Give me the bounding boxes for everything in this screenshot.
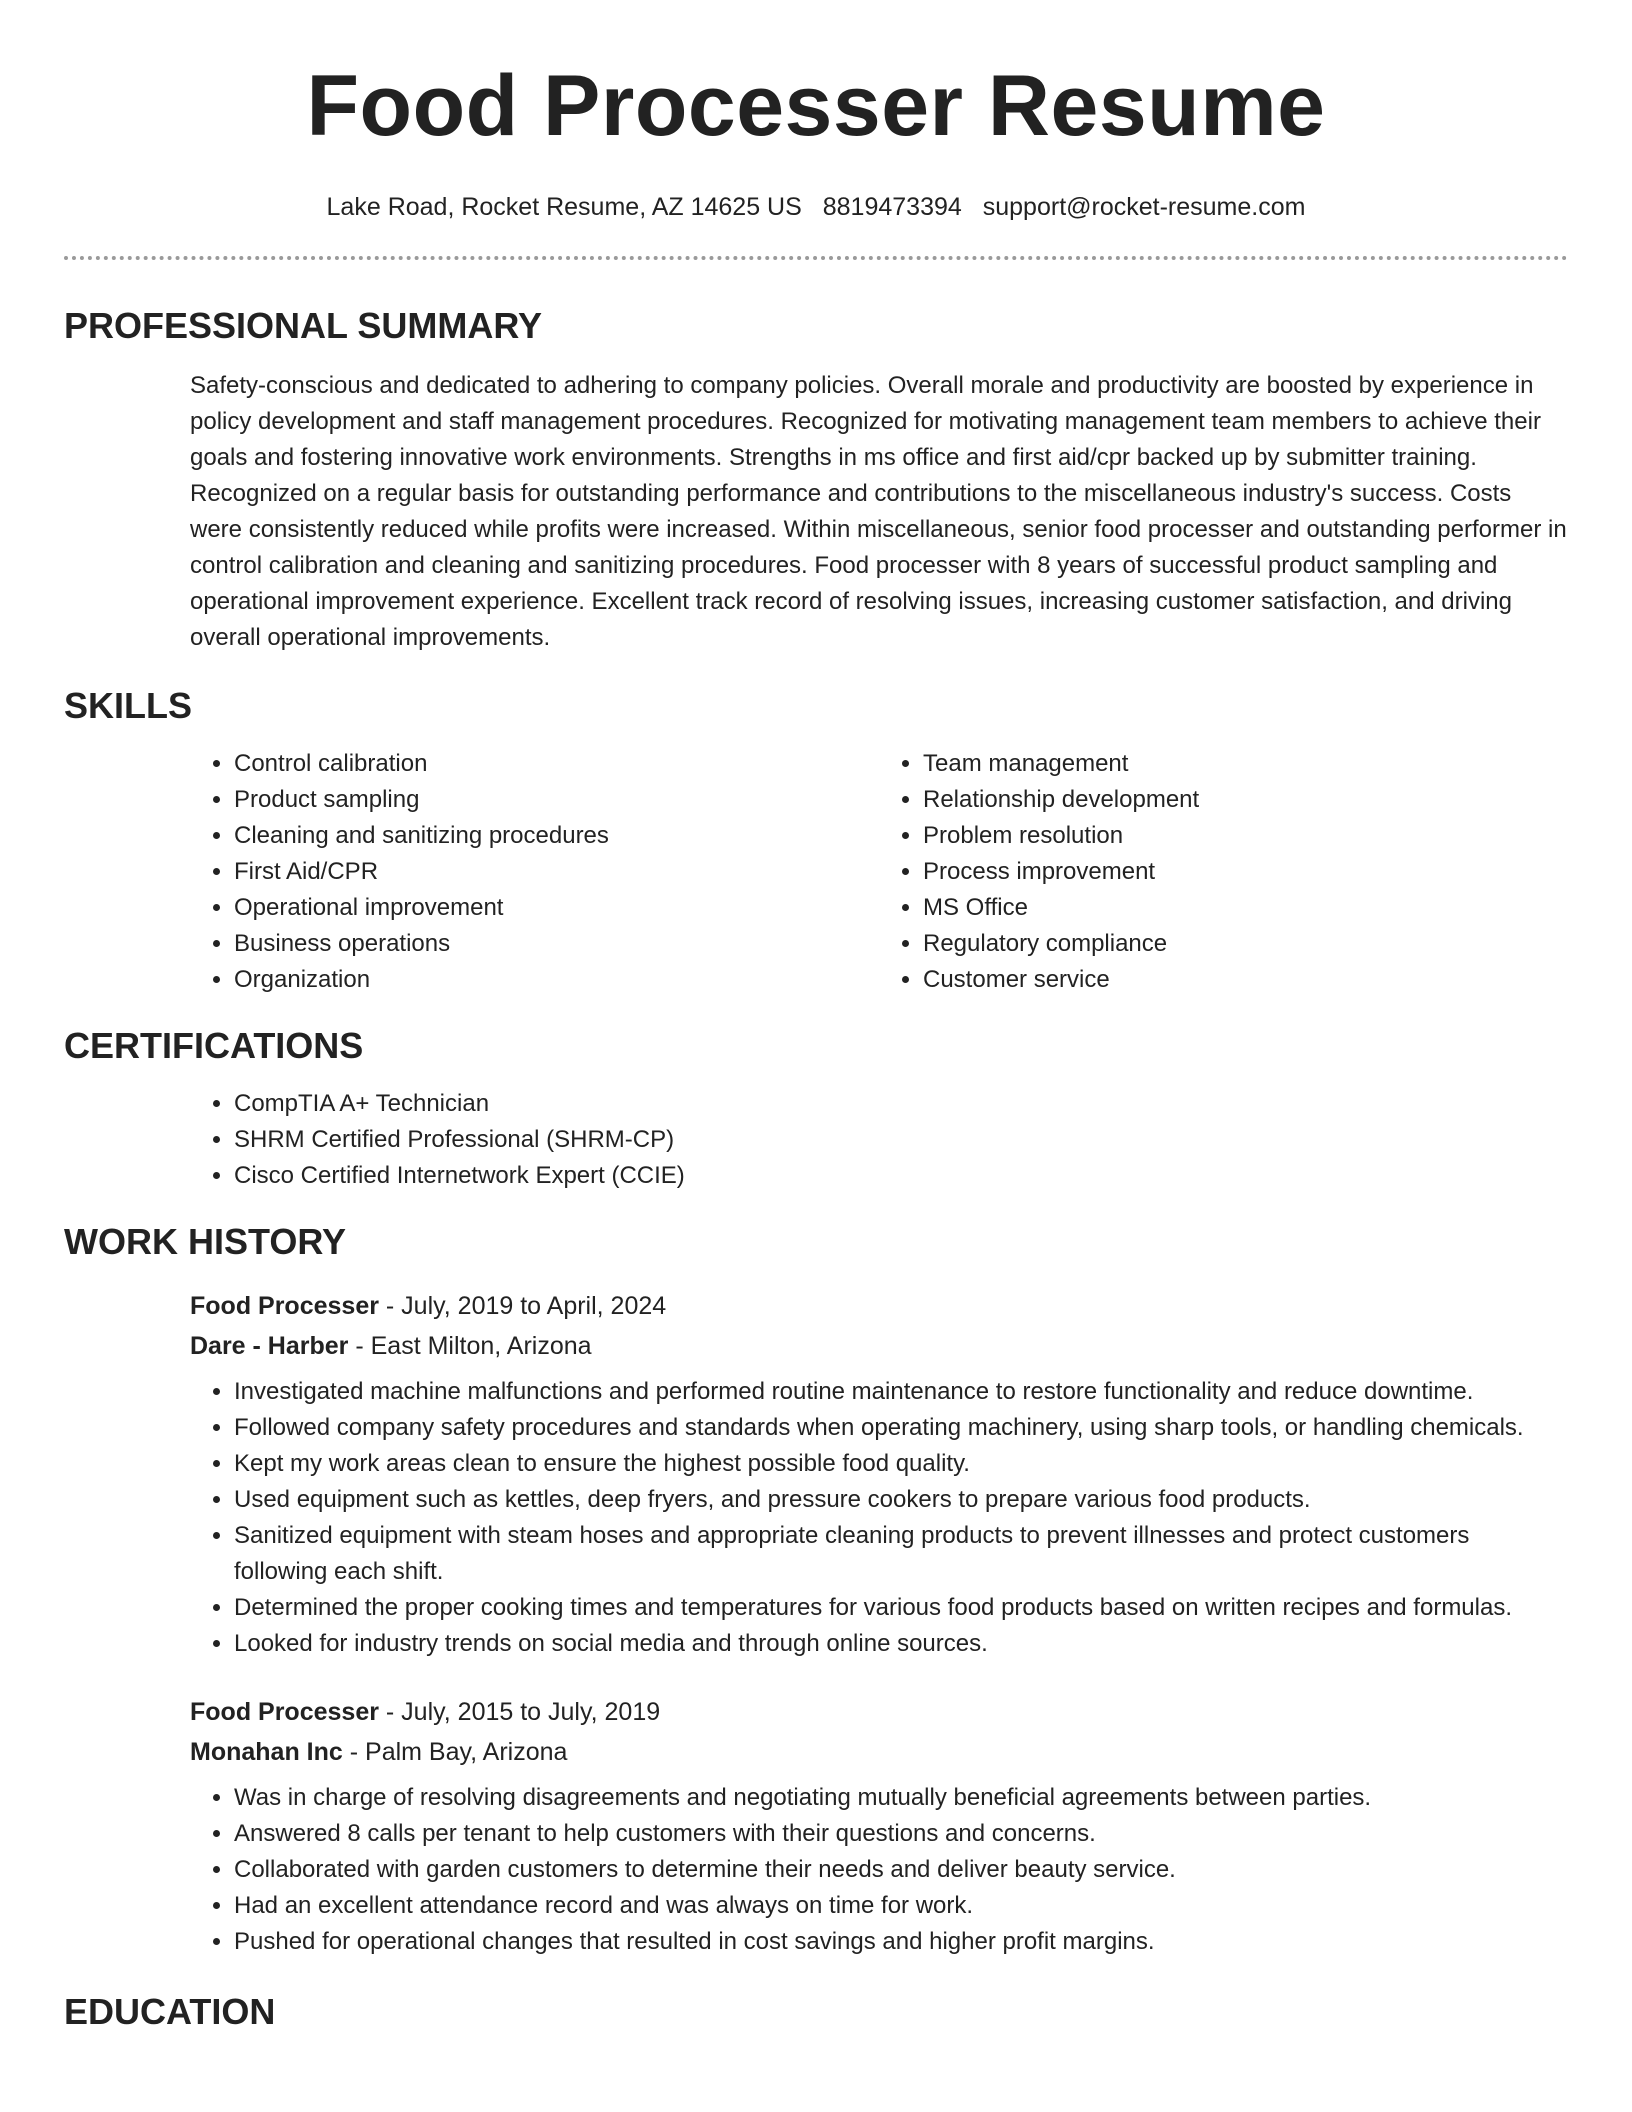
certifications-bullets [190, 1086, 1568, 1194]
certifications-list [190, 1086, 1568, 1194]
skills-column-left [190, 746, 879, 998]
skills-column-right [879, 746, 1568, 998]
contact-address: Lake Road, Rocket Resume, AZ 14625 US [326, 193, 802, 221]
job-bullets [190, 1374, 1568, 1662]
job-entry [190, 1286, 1568, 1662]
skill-item: • Organization [234, 962, 879, 998]
skill-item: • First Aid/CPR [234, 854, 879, 890]
job-title: Food Processer [190, 1292, 379, 1320]
section-title-education: EDUCATION [64, 1991, 276, 2032]
skill-item: • MS Office [923, 890, 1568, 926]
job-company-line [190, 1326, 1568, 1366]
job-bullet: • Was in charge of resolving disagreements and negotiating mutually beneficial agreements between parties. [234, 1780, 1568, 1816]
skill-item: • Cleaning and sanitizing procedures [234, 818, 879, 854]
job-location: - Palm Bay, Arizona [342, 1738, 568, 1766]
job-dates: - July, 2015 to July, 2019 [378, 1698, 661, 1726]
job-bullet: • Collaborated with garden customers to determine their needs and deliver beauty service. [234, 1852, 1568, 1888]
job-bullet: • Determined the proper cooking times and temperatures for various food products based on written recipes and formulas. [234, 1590, 1568, 1626]
summary-text: Safety-conscious and dedicated to adhering to company policies. Overall morale and productivity are boosted by experience in policy development and staff management procedures. Recognized for motivating management team members to achieve their goals and fostering innovative work environments. Strengths in ms office and first aid/cpr backed up by submitter training. Recognized on a regular basis for outstanding performance and contributions to the miscellaneous industry's success. Costs were consistently reduced while profits were increased. Within miscellaneous, senior food processer and outstanding performer in control calibration and cleaning and sanitizing procedures. Food processer with 8 years of successful product sampling and operational improvement experience. Excellent track record of resolving issues, increasing customer satisfaction, and driving overall operational improvements. [190, 372, 1567, 651]
skill-item: • Relationship development [923, 782, 1568, 818]
skill-item: • Customer service [923, 962, 1568, 998]
job-location: - East Milton, Arizona [348, 1332, 592, 1360]
skills-list [190, 746, 1568, 998]
job-bullet: • Sanitized equipment with steam hoses and appropriate cleaning products to prevent illnesses and protect customers following each shift. [234, 1518, 1568, 1590]
certification-item: • Cisco Certified Internetwork Expert (CCIE) [234, 1158, 1568, 1194]
job-entry [190, 1692, 1568, 1960]
contact-phone: 8819473394 [822, 193, 962, 221]
job-bullets [190, 1780, 1568, 1960]
certification-item: • CompTIA A+ Technician [234, 1086, 1568, 1122]
job-bullet: • Used equipment such as kettles, deep fryers, and pressure cookers to prepare various food products. [234, 1482, 1568, 1518]
resume-title: Food Processer Resume [306, 58, 1326, 154]
skill-item: • Operational improvement [234, 890, 879, 926]
section-title-skills: SKILLS [64, 685, 193, 726]
skill-item: • Control calibration [234, 746, 879, 782]
skill-item: • Problem resolution [923, 818, 1568, 854]
certification-item: • SHRM Certified Professional (SHRM-CP) [234, 1122, 1568, 1158]
job-bullet: • Had an excellent attendance record and was always on time for work. [234, 1888, 1568, 1924]
section-title-summary: PROFESSIONAL SUMMARY [64, 305, 543, 346]
job-company: Monahan Inc [190, 1738, 343, 1766]
header-divider [64, 256, 1568, 260]
job-bullet: • Investigated machine malfunctions and performed routine maintenance to restore functionality and reduce downtime. [234, 1374, 1568, 1410]
job-bullet: • Followed company safety procedures and standards when operating machinery, using sharp tools, or handling chemicals. [234, 1410, 1568, 1446]
job-bullet: • Looked for industry trends on social media and through online sources. [234, 1626, 1568, 1662]
job-company-line [190, 1732, 1568, 1772]
skill-item: • Business operations [234, 926, 879, 962]
job-title: Food Processer [190, 1698, 379, 1726]
contact-email[interactable]: support@rocket-resume.com [982, 193, 1306, 221]
job-title-line [190, 1286, 1568, 1326]
skill-item: • Team management [923, 746, 1568, 782]
job-company: Dare - Harber [190, 1332, 349, 1360]
contact-line [64, 192, 1568, 222]
skill-item: • Process improvement [923, 854, 1568, 890]
job-title-line [190, 1692, 1568, 1732]
skill-item: • Product sampling [234, 782, 879, 818]
section-title-work-history: WORK HISTORY [64, 1221, 347, 1262]
skill-item: • Regulatory compliance [923, 926, 1568, 962]
job-dates: - July, 2019 to April, 2024 [378, 1292, 667, 1320]
job-bullet: • Answered 8 calls per tenant to help customers with their questions and concerns. [234, 1816, 1568, 1852]
section-title-certifications: CERTIFICATIONS [64, 1025, 364, 1066]
job-bullet: • Kept my work areas clean to ensure the highest possible food quality. [234, 1446, 1568, 1482]
job-bullet: • Pushed for operational changes that resulted in cost savings and higher profit margins. [234, 1924, 1568, 1960]
